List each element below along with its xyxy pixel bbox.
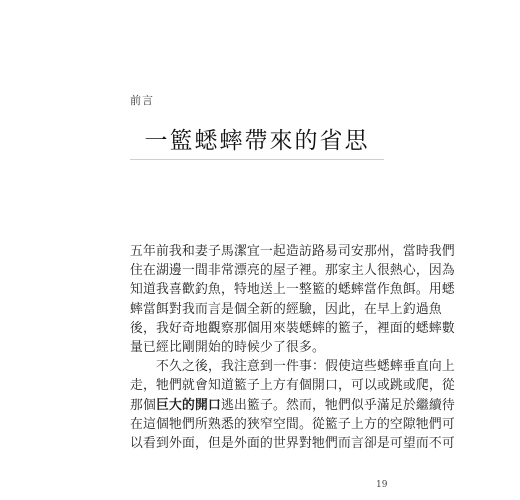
text-line: 五年前我和妻子馬潔宜一起造訪路易司安那州，當時我們: [130, 244, 455, 259]
chapter-title: 一籃蟋蟀帶來的省思: [144, 128, 370, 154]
title-divider: [130, 159, 384, 160]
body-text: [130, 242, 455, 453]
text-line: 知道我喜歡釣魚，特地送上一整籃的蟋蟀當作魚餌。用蟋: [130, 282, 455, 298]
text-run: 那個: [130, 397, 156, 413]
page-number: 19: [376, 480, 388, 490]
text-line: 量已經比剛開始的時候少了很多。: [130, 339, 325, 355]
text-line: 不久之後，我注意到一件事：假使這些蟋蟀垂直向上: [156, 359, 455, 375]
paragraph-2: [130, 357, 455, 453]
text-line: 以看到外面，但是外面的世界對牠們而言卻是可望而不可: [130, 435, 455, 451]
paragraph-1: [130, 242, 455, 357]
text-line: [130, 396, 455, 415]
section-label: 前言: [130, 94, 154, 107]
text-line: 蟀當餌對我而言是個全新的經驗，因此，在早上釣過魚: [130, 301, 442, 317]
text-line: 在這個牠們所熟悉的狹窄空間。從籃子上方的空隙牠們可: [130, 416, 455, 432]
text-line: 後，我好奇地觀察那個用來裝蟋蟀的籃子，裡面的蟋蟀數: [130, 320, 455, 336]
text-line: 住在湖邊一間非常漂亮的屋子裡。那家主人很熱心，因為: [130, 263, 455, 279]
bold-emphasis: 巨大的開口: [156, 397, 221, 413]
text-line: 走，牠們就會知道籃子上方有個開口，可以或跳或爬，從: [130, 378, 455, 394]
text-run: 逃出籃子。然而，牠們似乎滿足於繼續待: [220, 397, 455, 413]
